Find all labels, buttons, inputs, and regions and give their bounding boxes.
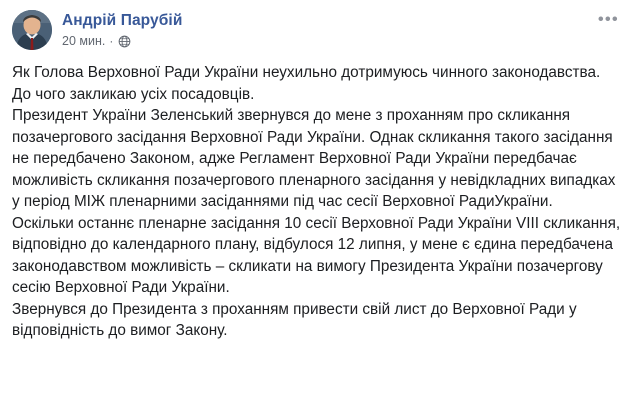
globe-icon[interactable] — [118, 35, 131, 48]
more-options-icon[interactable]: ••• — [597, 11, 619, 28]
post-paragraph-4: Звернувся до Президента з проханням привести свій лист до Верховної Ради у відповідність до вимог Закону. — [12, 300, 577, 339]
globe-icon-svg — [118, 35, 131, 48]
post-body — [0, 54, 633, 342]
post-timestamp[interactable]: 20 мин. — [62, 34, 106, 48]
header-text — [62, 10, 182, 49]
meta-separator: · — [109, 34, 114, 48]
post-paragraph-2: Президент України Зеленський звернувся до мене з проханням про скликання позачергового засідання Верховної Ради України. Однак скликання такого засідання не передбачено Законом, адже Регламент Верховної Ради України передбачає можливість скликання позачергового пленарного засідання у невідкладних випадках у період МІЖ пленарними засіданнями під час сесії Верховної РадиУкраїни. — [12, 107, 616, 210]
avatar-image — [12, 10, 52, 50]
post-paragraph-1: Як Голова Верховної Ради України неухильно дотримуюсь чинного законодавства. До чого закликаю усіх посадовців. — [12, 64, 601, 103]
post-header — [0, 0, 633, 54]
post-author-name[interactable]: Андрій Парубій — [62, 12, 183, 29]
post-meta — [62, 33, 182, 49]
avatar[interactable] — [12, 10, 52, 50]
post-paragraph-3: Оскільки останнє пленарне засідання 10 сесії Верховної Ради України VIII скликання, відповідно до календарного плану, відбулося 12 липня, у мене є єдина передбачена законодавством можливість – скликати на вимогу Президента України позачергову сесію Верховної Ради України. — [12, 214, 621, 296]
